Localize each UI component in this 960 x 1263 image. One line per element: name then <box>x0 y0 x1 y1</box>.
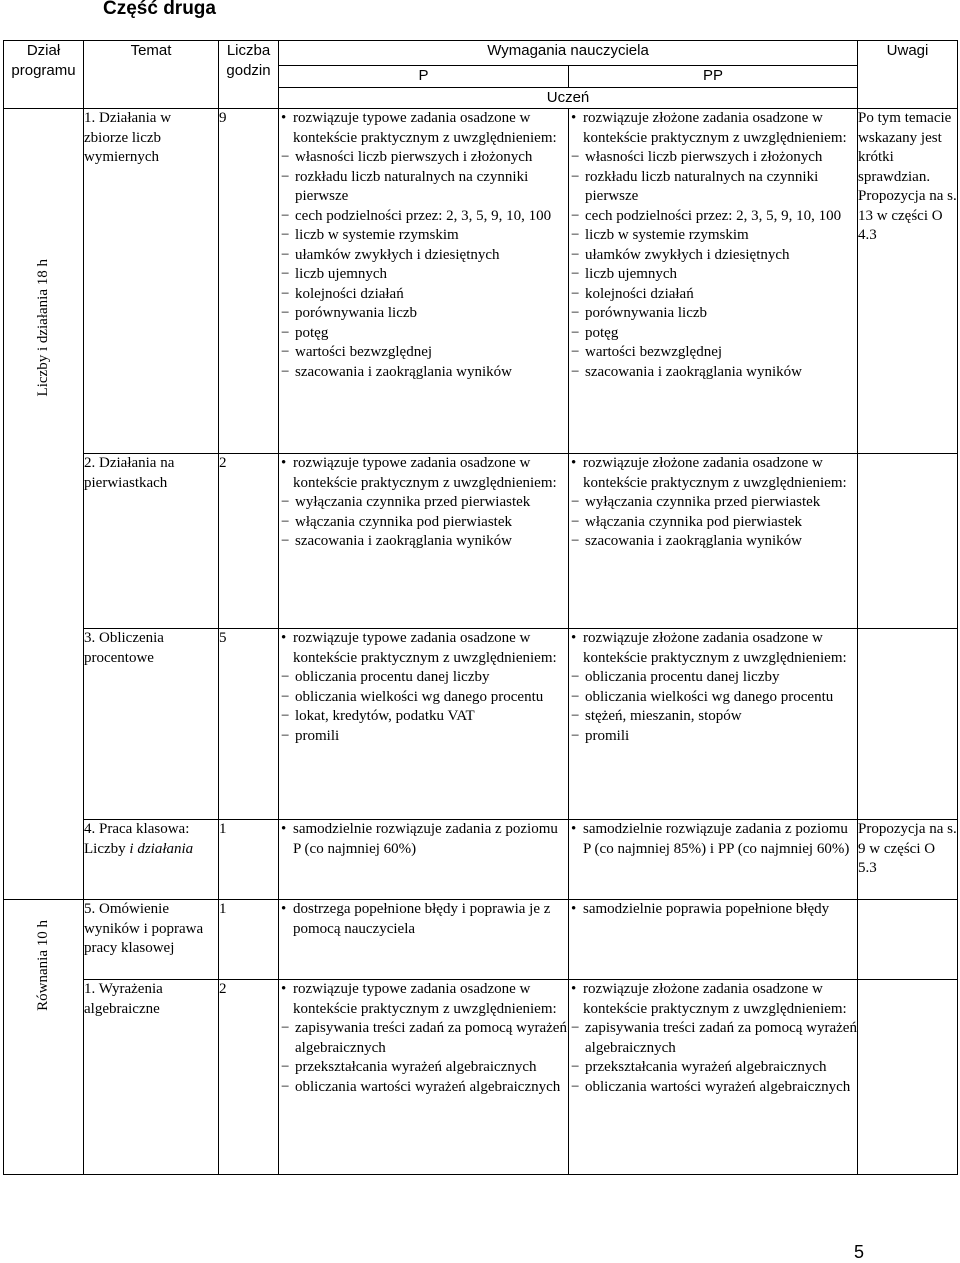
list-item: − wyłączania czynnika przed pierwiastek <box>569 493 857 513</box>
list-item: − włączania czynnika pod pierwiastek <box>279 513 568 533</box>
topic-text-italic: i działania <box>129 840 194 857</box>
topic-text: 4. Praca klasowa: Liczby <box>84 821 190 857</box>
list-item: − liczb ujemnych <box>569 265 857 285</box>
requirements-p <box>279 629 569 820</box>
list-item: − szacowania i zaokrąglania wyników <box>279 532 568 552</box>
list-item: − ułamków zwykłych i dziesiętnych <box>279 246 568 266</box>
list-item: − kolejności działań <box>569 285 857 305</box>
header-p: P <box>279 66 569 88</box>
requirements-p <box>279 980 569 1175</box>
table-row <box>4 900 958 980</box>
hours-cell: 9 <box>219 109 279 454</box>
section-label: Liczby i działania 18 h <box>34 259 51 397</box>
header-uczen: Uczeń <box>279 88 858 109</box>
page-number: 5 <box>853 1242 864 1262</box>
list-item: − cech podzielności przez: 2, 3, 5, 9, 10, 100 <box>279 207 568 227</box>
topic-cell: 5. Omówienie wyników i poprawa pracy klasowej <box>84 900 219 980</box>
requirements-p <box>279 109 569 454</box>
list-item: − porównywania liczb <box>569 304 857 324</box>
notes-cell: Propozycja na s. 9 w części O 5.3 <box>858 820 958 900</box>
notes-cell <box>858 629 958 820</box>
notes-cell <box>858 454 958 629</box>
notes-cell <box>858 900 958 980</box>
requirement-intro: • rozwiązuje złożone zadania osadzone w kontekście praktycznym z uwzględnieniem: <box>569 109 857 148</box>
requirement-text: • samodzielnie rozwiązuje zadania z poziomu P (co najmniej 60%) <box>279 820 568 859</box>
table-row <box>4 820 958 900</box>
section-label: Równania 10 h <box>34 920 51 1011</box>
hours-cell: 5 <box>219 629 279 820</box>
list-item: − liczb w systemie rzymskim <box>569 226 857 246</box>
hours-cell: 1 <box>219 820 279 900</box>
list-item: − szacowania i zaokrąglania wyników <box>569 532 857 552</box>
list-item: − porównywania liczb <box>279 304 568 324</box>
hours-cell: 1 <box>219 900 279 980</box>
table-row <box>4 454 958 629</box>
requirement-text: • dostrzega popełnione błędy i poprawia je z pomocą nauczyciela <box>279 900 568 939</box>
requirement-intro: • rozwiązuje typowe zadania osadzone w kontekście praktycznym z uwzględnieniem: <box>279 454 568 493</box>
requirements-p <box>279 820 569 900</box>
list-item: − rozkładu liczb naturalnych na czynniki pierwsze <box>279 168 568 207</box>
requirement-intro: • rozwiązuje typowe zadania osadzone w kontekście praktycznym z uwzględnieniem: <box>279 629 568 668</box>
list-item: − rozkładu liczb naturalnych na czynniki pierwsze <box>569 168 857 207</box>
list-item: − wyłączania czynnika przed pierwiastek <box>279 493 568 513</box>
list-item: − przekształcania wyrażeń algebraicznych <box>569 1058 857 1078</box>
list-item: − wartości bezwzględnej <box>279 343 568 363</box>
list-item: − liczb w systemie rzymskim <box>279 226 568 246</box>
requirements-pp <box>569 629 858 820</box>
header-wymagania: Wymagania nauczyciela <box>279 41 858 66</box>
list-item: − zapisywania treści zadań za pomocą wyrażeń algebraicznych <box>279 1019 568 1058</box>
list-item: − przekształcania wyrażeń algebraicznych <box>279 1058 568 1078</box>
requirements-p <box>279 454 569 629</box>
requirements-pp <box>569 109 858 454</box>
list-item: − obliczania wielkości wg danego procentu <box>569 688 857 708</box>
list-item: − obliczania wielkości wg danego procentu <box>279 688 568 708</box>
requirement-intro: • rozwiązuje złożone zadania osadzone w kontekście praktycznym z uwzględnieniem: <box>569 629 857 668</box>
topic-cell: 3. Obliczenia procentowe <box>84 629 219 820</box>
header-uwagi: Uwagi <box>858 41 958 109</box>
list-item: − potęg <box>279 324 568 344</box>
list-item: − liczb ujemnych <box>279 265 568 285</box>
list-item: − promili <box>279 727 568 747</box>
header-pp: PP <box>569 66 858 88</box>
table-row <box>4 109 958 454</box>
section-rownania <box>4 900 84 1175</box>
list-item: − obliczania procentu danej liczby <box>279 668 568 688</box>
list-item: − obliczania procentu danej liczby <box>569 668 857 688</box>
list-item: − obliczania wartości wyrażeń algebraicznych <box>569 1078 857 1098</box>
header-temat: Temat <box>84 41 219 109</box>
requirement-intro: • rozwiązuje złożone zadania osadzone w kontekście praktycznym z uwzględnieniem: <box>569 980 857 1019</box>
requirements-pp <box>569 454 858 629</box>
list-item: − szacowania i zaokrąglania wyników <box>569 363 857 383</box>
hours-cell: 2 <box>219 454 279 629</box>
list-item: − kolejności działań <box>279 285 568 305</box>
curriculum-table <box>3 40 958 1175</box>
section-liczby <box>4 109 84 900</box>
page-heading: Część druga <box>103 0 216 19</box>
requirements-pp <box>569 980 858 1175</box>
topic-cell: 1. Wyrażenia algebraiczne <box>84 980 219 1175</box>
list-item: − wartości bezwzględnej <box>569 343 857 363</box>
notes-cell <box>858 980 958 1175</box>
hours-cell: 2 <box>219 980 279 1175</box>
requirements-p <box>279 900 569 980</box>
list-item: − włączania czynnika pod pierwiastek <box>569 513 857 533</box>
requirement-intro: • rozwiązuje złożone zadania osadzone w kontekście praktycznym z uwzględnieniem: <box>569 454 857 493</box>
topic-cell: 2. Działania na pierwiastkach <box>84 454 219 629</box>
topic-cell <box>84 820 219 900</box>
list-item: − zapisywania treści zadań za pomocą wyrażeń algebraicznych <box>569 1019 857 1058</box>
list-item: − stężeń, mieszanin, stopów <box>569 707 857 727</box>
requirement-intro: • rozwiązuje typowe zadania osadzone w kontekście praktycznym z uwzględnieniem: <box>279 980 568 1019</box>
list-item: − własności liczb pierwszych i złożonych <box>569 148 857 168</box>
requirement-text: • samodzielnie poprawia popełnione błędy <box>569 900 857 920</box>
header-dzial: Dział programu <box>4 41 84 109</box>
table-row <box>4 629 958 820</box>
list-item: − lokat, kredytów, podatku VAT <box>279 707 568 727</box>
list-item: − potęg <box>569 324 857 344</box>
list-item: − cech podzielności przez: 2, 3, 5, 9, 10, 100 <box>569 207 857 227</box>
requirement-text: • samodzielnie rozwiązuje zadania z poziomu P (co najmniej 85%) i PP (co najmniej 60%) <box>569 820 857 859</box>
list-item: − obliczania wartości wyrażeń algebraicznych <box>279 1078 568 1098</box>
list-item: − promili <box>569 727 857 747</box>
notes-cell: Po tym temacie wskazany jest krótki sprawdzian. Propozycja na s. 13 w części O 4.3 <box>858 109 958 454</box>
requirements-pp <box>569 900 858 980</box>
table-row <box>4 980 958 1175</box>
header-liczba-godzin: Liczba godzin <box>219 41 279 109</box>
list-item: − własności liczb pierwszych i złożonych <box>279 148 568 168</box>
requirements-pp <box>569 820 858 900</box>
list-item: − szacowania i zaokrąglania wyników <box>279 363 568 383</box>
requirement-intro: • rozwiązuje typowe zadania osadzone w kontekście praktycznym z uwzględnieniem: <box>279 109 568 148</box>
topic-cell: 1. Działania w zbiorze liczb wymiernych <box>84 109 219 454</box>
list-item: − ułamków zwykłych i dziesiętnych <box>569 246 857 266</box>
